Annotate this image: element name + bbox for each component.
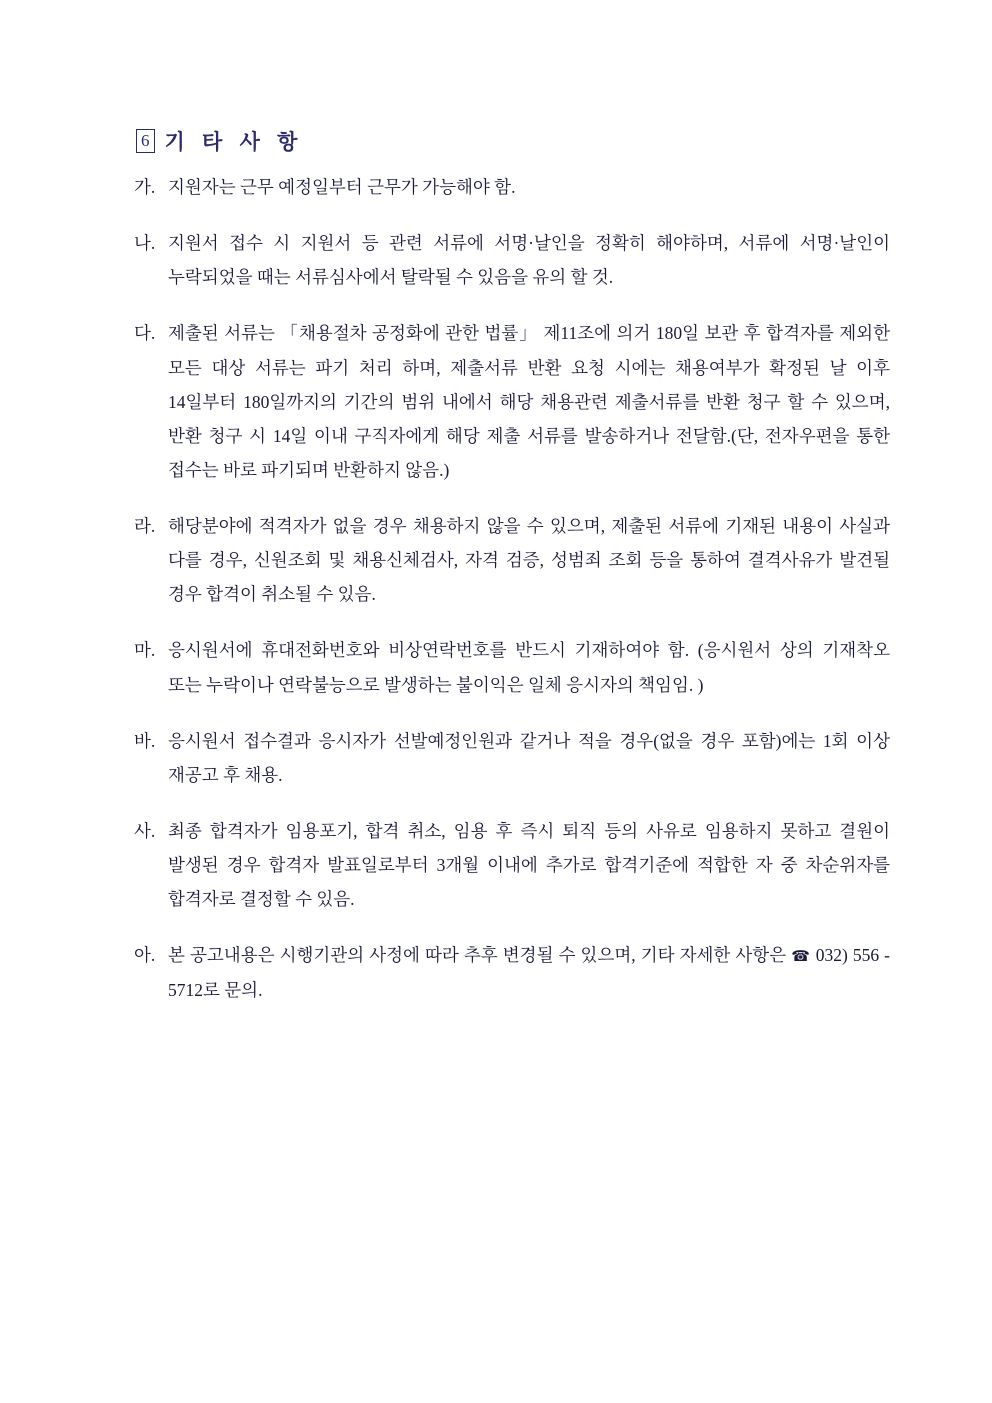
list-item-marker: 바.: [134, 730, 156, 751]
section-number: 6: [136, 129, 155, 153]
list-item: [130, 814, 890, 916]
list-item: [130, 938, 890, 1006]
list-item-marker: 다.: [134, 323, 156, 344]
section-title: 기 타 사 항: [164, 130, 304, 154]
list-item: [130, 724, 890, 792]
list-item-text-with-phone: [168, 938, 890, 1006]
list-item-marker: 마.: [134, 640, 156, 661]
list-item-marker: 가.: [134, 177, 156, 197]
list-item-marker: 라.: [134, 516, 156, 536]
list-item-text: 응시원서에 휴대전화번호와 비상연락번호를 반드시 기재하여야 함. (응시원서 상의 기재착오 또는 누락이나 연락불능으로 발생하는 불이익은 일체 응시자의 책임임. ): [168, 640, 890, 695]
list-item-marker: 아.: [134, 945, 156, 966]
list-item-marker: 나.: [134, 233, 156, 254]
list-item: [130, 633, 890, 701]
list-item: [130, 509, 890, 611]
list-item-text: 응시원서 접수결과 응시자가 선발예정인원과 같거나 적을 경우(없을 경우 포함)에는 1회 이상 재공고 후 채용.: [168, 730, 890, 785]
list-item-text-before-phone: 본 공고내용은 시행기관의 사정에 따라 추후 변경될 수 있으며, 기타 자세한 사항은: [168, 945, 792, 966]
section-heading: [136, 126, 890, 156]
list-item-text: 제출된 서류는 「채용절차 공정화에 관한 법률」 제11조에 의거 180일 보관 후 합격자를 제외한 모든 대상 서류는 파기 처리 하며, 제출서류 반환 요청 시에는 채용여부가 확정된 날 이후 14일부터 180일까지의 기간의 범위 내에서 해당 채용관련 제출서류를 반환 청구 할 수 있으며, 반환 청구 시 14일 이내 구직자에게 해당 제출 서류를 발송하거나 전달함.(단, 전자우편을 통한 접수는 바로 파기되며 반환하지 않음.): [168, 323, 890, 480]
list-item-text-after-phone: 로 문의.: [203, 979, 263, 1000]
list-item-text: 지원자는 근무 예정일부터 근무가 가능해야 함.: [168, 177, 516, 197]
list-item-text: 지원서 접수 시 지원서 등 관련 서류에 서명·날인을 정확히 해야하며, 서류에 서명·날인이 누락되었을 때는 서류심사에서 탈락될 수 있음을 유의 할 것.: [168, 233, 890, 288]
list-item: [130, 170, 890, 204]
list-item: [130, 226, 890, 294]
list-item: [130, 316, 890, 487]
telephone-icon: ☎: [791, 949, 811, 966]
list-item-text: 최종 합격자가 임용포기, 합격 취소, 임용 후 즉시 퇴직 등의 사유로 임용하지 못하고 결원이 발생된 경우 합격자 발표일로부터 3개월 이내에 추가로 합격기준에 적합한 자 중 차순위자를 합격자로 결정할 수 있음.: [168, 820, 890, 910]
phone-number: 032) 556 - 5712: [168, 945, 891, 1000]
document-content: [130, 126, 890, 1029]
list-item-marker: 사.: [134, 820, 156, 841]
list-item-text: 해당분야에 적격자가 없을 경우 채용하지 않을 수 있으며, 제출된 서류에 기재된 내용이 사실과 다를 경우, 신원조회 및 채용신체검사, 자격 검증, 성범죄 조회 등을 통하여 결격사유가 발견될 경우 합격이 취소될 수 있음.: [168, 516, 890, 605]
